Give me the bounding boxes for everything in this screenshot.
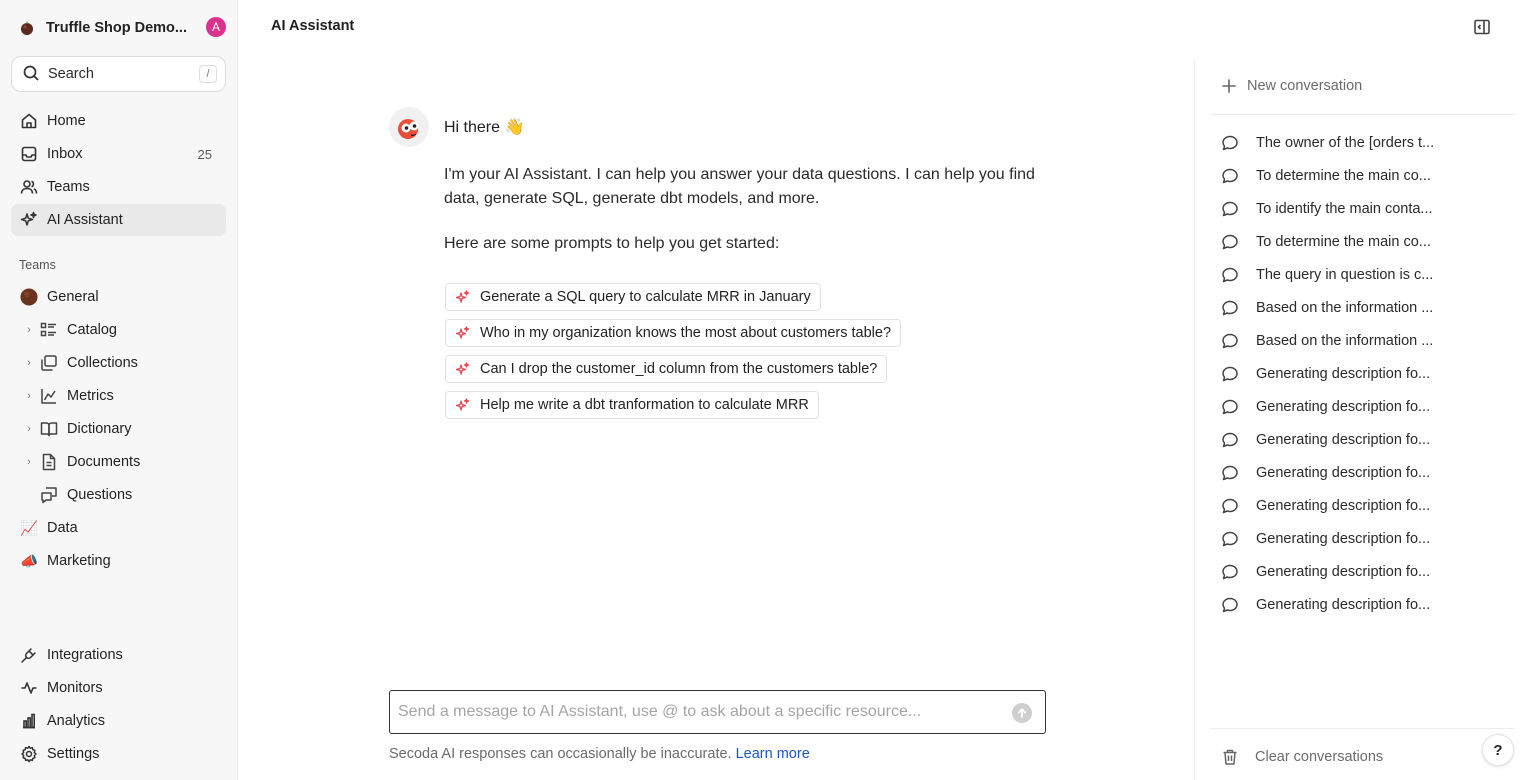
new-conversation-button[interactable] bbox=[1221, 76, 1362, 96]
search-shortcut-badge: / bbox=[199, 65, 217, 83]
team-marketing[interactable] bbox=[20, 546, 220, 576]
assistant-intro-text: I'm your AI Assistant. I can help you answer your data questions. I can help you find data, generate SQL, generate dbt models, and more. bbox=[444, 166, 1035, 207]
dictionary-chevron-right-icon[interactable]: › bbox=[27, 423, 31, 435]
chat-bubble-icon bbox=[1221, 563, 1239, 581]
conversation-item[interactable] bbox=[1221, 132, 1511, 154]
message-input[interactable] bbox=[398, 703, 988, 721]
nav-ai-assistant-label: AI Assistant bbox=[47, 212, 123, 228]
greeting-text: Hi there 👋 bbox=[444, 119, 525, 136]
team-nav-documents[interactable] bbox=[40, 447, 240, 477]
sidebar bbox=[0, 0, 238, 780]
conversation-item[interactable] bbox=[1221, 330, 1511, 352]
conversation-title: The query in question is c... bbox=[1256, 267, 1434, 283]
team-nav-collections[interactable] bbox=[40, 348, 240, 378]
conversation-item[interactable] bbox=[1221, 528, 1511, 550]
collections-label: Collections bbox=[67, 355, 138, 371]
chat-bubble-icon bbox=[1221, 134, 1239, 152]
disclaimer-text: Secoda AI responses can occasionally be inaccurate. bbox=[389, 746, 732, 762]
general-team-icon bbox=[20, 288, 38, 306]
nav-home[interactable] bbox=[11, 105, 226, 137]
nav-inbox[interactable] bbox=[11, 138, 226, 170]
inbox-count-badge: 25 bbox=[197, 146, 212, 162]
prompt-chip[interactable] bbox=[445, 355, 887, 383]
prompt-chip-label: Help me write a dbt tranformation to calculate MRR bbox=[480, 397, 809, 413]
plus-icon bbox=[1221, 78, 1237, 94]
conversation-item[interactable] bbox=[1221, 231, 1511, 253]
users-icon bbox=[20, 178, 38, 196]
nav-inbox-label: Inbox bbox=[47, 146, 83, 162]
team-general-label: General bbox=[47, 289, 99, 305]
conversation-item[interactable] bbox=[1221, 363, 1511, 385]
team-data-label: Data bbox=[47, 520, 78, 536]
workspace-logo-icon bbox=[18, 19, 36, 37]
prompt-chip[interactable] bbox=[445, 319, 901, 347]
user-avatar[interactable]: A bbox=[206, 17, 226, 37]
divider bbox=[1211, 728, 1515, 729]
activity-icon bbox=[20, 679, 38, 697]
conversation-title: The owner of the [orders t... bbox=[1256, 135, 1435, 151]
catalog-chevron-right-icon[interactable]: › bbox=[27, 324, 31, 336]
clear-conversations-label: Clear conversations bbox=[1255, 749, 1384, 765]
page-title: AI Assistant bbox=[271, 18, 355, 34]
catalog-label: Catalog bbox=[67, 322, 117, 338]
bar-chart-icon bbox=[20, 712, 38, 730]
team-data[interactable] bbox=[20, 513, 220, 543]
team-nav-dictionary[interactable] bbox=[40, 414, 240, 444]
chat-bubble-icon bbox=[1221, 431, 1239, 449]
conversation-title: Generating description fo... bbox=[1256, 366, 1431, 382]
catalog-icon bbox=[40, 321, 58, 339]
marketing-team-emoji-icon: 📣 bbox=[19, 553, 39, 570]
workspace-name: Truffle Shop Demo... bbox=[46, 20, 187, 36]
conversation-item[interactable] bbox=[1221, 594, 1511, 616]
metrics-label: Metrics bbox=[67, 388, 114, 404]
clear-conversations-button[interactable] bbox=[1221, 747, 1383, 767]
collections-icon bbox=[40, 354, 58, 372]
arrow-up-icon bbox=[1016, 707, 1028, 719]
nav-ai-assistant[interactable] bbox=[11, 204, 226, 236]
questions-icon bbox=[40, 486, 58, 504]
nav-integrations-label: Integrations bbox=[47, 647, 123, 663]
documents-chevron-right-icon[interactable]: › bbox=[27, 456, 31, 468]
nav-integrations[interactable] bbox=[11, 639, 226, 671]
sparkles-icon bbox=[454, 289, 470, 305]
team-marketing-label: Marketing bbox=[47, 553, 111, 569]
conversation-title: Based on the information ... bbox=[1256, 300, 1434, 316]
workspace-switcher[interactable] bbox=[18, 16, 228, 40]
help-button[interactable]: ? bbox=[1482, 734, 1514, 766]
search-input[interactable] bbox=[48, 66, 188, 82]
chat-bubble-icon bbox=[1221, 398, 1239, 416]
nav-teams-label: Teams bbox=[47, 179, 90, 195]
chat-bubble-icon bbox=[1221, 464, 1239, 482]
questions-label: Questions bbox=[67, 487, 133, 503]
chat-bubble-icon bbox=[1221, 332, 1239, 350]
book-icon bbox=[40, 420, 58, 438]
toggle-panel-icon[interactable] bbox=[1473, 18, 1491, 36]
chat-bubble-icon bbox=[1221, 497, 1239, 515]
sparkles-icon bbox=[454, 361, 470, 377]
documents-label: Documents bbox=[67, 454, 141, 470]
team-nav-catalog[interactable] bbox=[40, 315, 240, 345]
conversation-item[interactable] bbox=[1221, 396, 1511, 418]
assistant-avatar bbox=[389, 107, 429, 147]
message-composer[interactable] bbox=[389, 690, 1046, 734]
send-button[interactable] bbox=[1012, 703, 1032, 723]
prompt-chip-label: Generate a SQL query to calculate MRR in January bbox=[480, 289, 811, 305]
conversation-item[interactable] bbox=[1221, 297, 1511, 319]
conversation-title: Generating description fo... bbox=[1256, 498, 1431, 514]
nav-monitors-label: Monitors bbox=[47, 680, 103, 696]
disclaimer bbox=[389, 746, 810, 762]
conversation-item[interactable] bbox=[1221, 165, 1511, 187]
data-team-emoji-icon: 📈 bbox=[19, 520, 39, 537]
learn-more-link[interactable]: Learn more bbox=[735, 746, 810, 762]
metrics-chevron-right-icon[interactable]: › bbox=[27, 390, 31, 402]
conversation-item[interactable] bbox=[1221, 198, 1511, 220]
conversation-item[interactable] bbox=[1221, 429, 1511, 451]
prompt-chip-label: Can I drop the customer_id column from the customers table? bbox=[480, 361, 878, 377]
nav-teams[interactable] bbox=[11, 171, 226, 203]
chat-bubble-icon bbox=[1221, 200, 1239, 218]
conversation-title: Generating description fo... bbox=[1256, 432, 1431, 448]
conversation-title: Generating description fo... bbox=[1256, 399, 1431, 415]
chat-bubble-icon bbox=[1221, 233, 1239, 251]
conversation-title: Based on the information ... bbox=[1256, 333, 1434, 349]
team-nav-metrics[interactable] bbox=[40, 381, 240, 411]
conversation-title: To identify the main conta... bbox=[1256, 201, 1433, 217]
conversation-title: Generating description fo... bbox=[1256, 597, 1431, 613]
chat-bubble-icon bbox=[1221, 365, 1239, 383]
team-nav-questions[interactable] bbox=[40, 480, 240, 510]
conversation-title: Generating description fo... bbox=[1256, 531, 1431, 547]
chat-bubble-icon bbox=[1221, 596, 1239, 614]
conversation-title: To determine the main co... bbox=[1256, 234, 1431, 250]
home-icon bbox=[20, 112, 38, 130]
gear-icon bbox=[20, 745, 38, 763]
nav-analytics-label: Analytics bbox=[47, 713, 106, 729]
document-icon bbox=[40, 453, 58, 471]
new-conversation-label: New conversation bbox=[1247, 78, 1363, 94]
prompt-chip-label: Who in my organization knows the most about customers table? bbox=[480, 325, 892, 341]
trash-icon bbox=[1221, 748, 1239, 766]
conversation-title: Generating description fo... bbox=[1256, 564, 1431, 580]
prompt-chip[interactable] bbox=[445, 391, 819, 419]
chat-bubble-icon bbox=[1221, 530, 1239, 548]
plug-icon bbox=[20, 646, 38, 664]
team-general[interactable] bbox=[20, 282, 220, 312]
chat-bubble-icon bbox=[1221, 299, 1239, 317]
nav-home-label: Home bbox=[47, 113, 86, 129]
metrics-icon bbox=[40, 387, 58, 405]
sparkles-icon bbox=[20, 211, 38, 229]
nav-settings[interactable] bbox=[11, 738, 226, 770]
conversation-item[interactable] bbox=[1221, 495, 1511, 517]
nav-analytics[interactable] bbox=[11, 705, 226, 737]
conversation-item[interactable] bbox=[1221, 561, 1511, 583]
prompt-chip[interactable] bbox=[445, 283, 821, 311]
collections-chevron-right-icon[interactable]: › bbox=[27, 357, 31, 369]
prompts-intro-text: Here are some prompts to help you get started: bbox=[444, 235, 780, 252]
sparkles-icon bbox=[454, 397, 470, 413]
chat-bubble-icon bbox=[1221, 266, 1239, 284]
search-icon bbox=[22, 64, 40, 85]
dictionary-label: Dictionary bbox=[67, 421, 132, 437]
teams-section-label: Teams bbox=[19, 258, 56, 272]
conversation-item[interactable] bbox=[1221, 462, 1511, 484]
nav-settings-label: Settings bbox=[47, 746, 100, 762]
sparkles-icon bbox=[454, 325, 470, 341]
inbox-icon bbox=[20, 145, 38, 163]
chat-bubble-icon bbox=[1221, 167, 1239, 185]
conversation-item[interactable] bbox=[1221, 264, 1511, 286]
divider bbox=[1211, 114, 1515, 115]
search-box[interactable] bbox=[11, 56, 226, 92]
conversation-title: Generating description fo... bbox=[1256, 465, 1431, 481]
conversation-title: To determine the main co... bbox=[1256, 168, 1431, 184]
nav-monitors[interactable] bbox=[11, 672, 226, 704]
